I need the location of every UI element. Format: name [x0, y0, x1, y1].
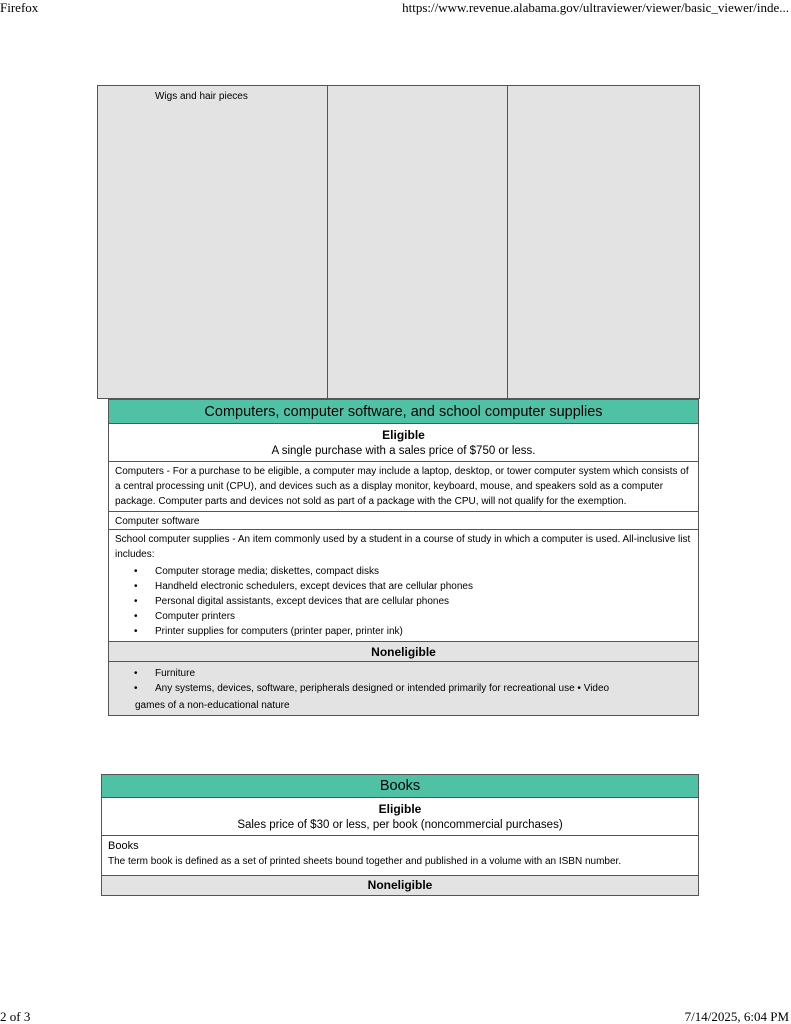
books-definition-block — [102, 836, 698, 875]
eligible-label: Eligible — [382, 428, 425, 442]
list-item: • Computer printers — [109, 609, 698, 624]
print-header — [0, 0, 791, 16]
computers-definition: Computers - For a purchase to be eligible, a computer may include a laptop, desktop, or tower computer system which consists of a central processing unit (CPU), and devices such as a display monitor, keyboard, mouse, and speakers sold as a computer package. Computer parts and devices not sold as part of a package with the CPU, will not qualify for the exemption. — [109, 462, 698, 512]
eligible-description: A single purchase with a sales price of $750 or less. — [271, 445, 536, 457]
noneligible-wrap-text: games of a non-educational nature — [135, 700, 290, 711]
books-table — [101, 774, 699, 896]
noneligible-label: Noneligible — [109, 641, 698, 662]
noneligible-label: Noneligible — [102, 875, 698, 895]
list-item: • Handheld electronic schedulers, except devices that are cellular phones — [109, 579, 698, 594]
page-url: https://www.revenue.alabama.gov/ultraviewer/viewer/basic_viewer/inde... — [402, 0, 789, 15]
books-definition: The term book is defined as a set of printed sheets bound together and published in a volume with an ISBN number. — [108, 856, 622, 867]
computers-eligible-block — [109, 424, 698, 462]
computers-heading: Computers, computer software, and school computer supplies — [109, 400, 698, 424]
apparel-table-continuation — [97, 85, 700, 399]
eligible-description: Sales price of $30 or less, per book (noncommercial purchases) — [237, 819, 563, 831]
computers-table — [108, 399, 699, 716]
table-cell — [328, 86, 508, 398]
table-cell — [508, 86, 699, 398]
list-item: • Printer supplies for computers (printer paper, printer ink) — [109, 624, 698, 639]
eligible-label: Eligible — [378, 802, 422, 816]
school-supplies-definition: School computer supplies - An item commonly used by a student in a course of study in which a computer is used. All-inclusive list includes: — [115, 534, 691, 560]
noneligible-list — [109, 664, 698, 698]
list-item: • Personal digital assistants, except devices that are cellular phones — [109, 594, 698, 609]
print-timestamp: 7/14/2025, 6:04 PM — [684, 1009, 789, 1024]
browser-name: Firefox — [0, 0, 39, 15]
books-heading: Books — [102, 775, 698, 798]
books-title: Books — [108, 840, 139, 852]
wigs-item-text: Wigs and hair pieces — [155, 91, 248, 102]
computer-software-label: Computer software — [109, 512, 698, 530]
table-cell — [98, 86, 328, 398]
print-footer — [0, 1009, 791, 1024]
supplies-list — [109, 562, 698, 641]
page-indicator: 2 of 3 — [0, 1009, 31, 1024]
list-item: • Computer storage media; diskettes, compact disks — [109, 564, 698, 579]
noneligible-block — [109, 662, 698, 715]
list-item: • Any systems, devices, software, peripherals designed or intended primarily for recreational use • Video — [109, 681, 698, 696]
books-eligible-block — [102, 798, 698, 836]
list-item: • Furniture — [109, 666, 698, 681]
